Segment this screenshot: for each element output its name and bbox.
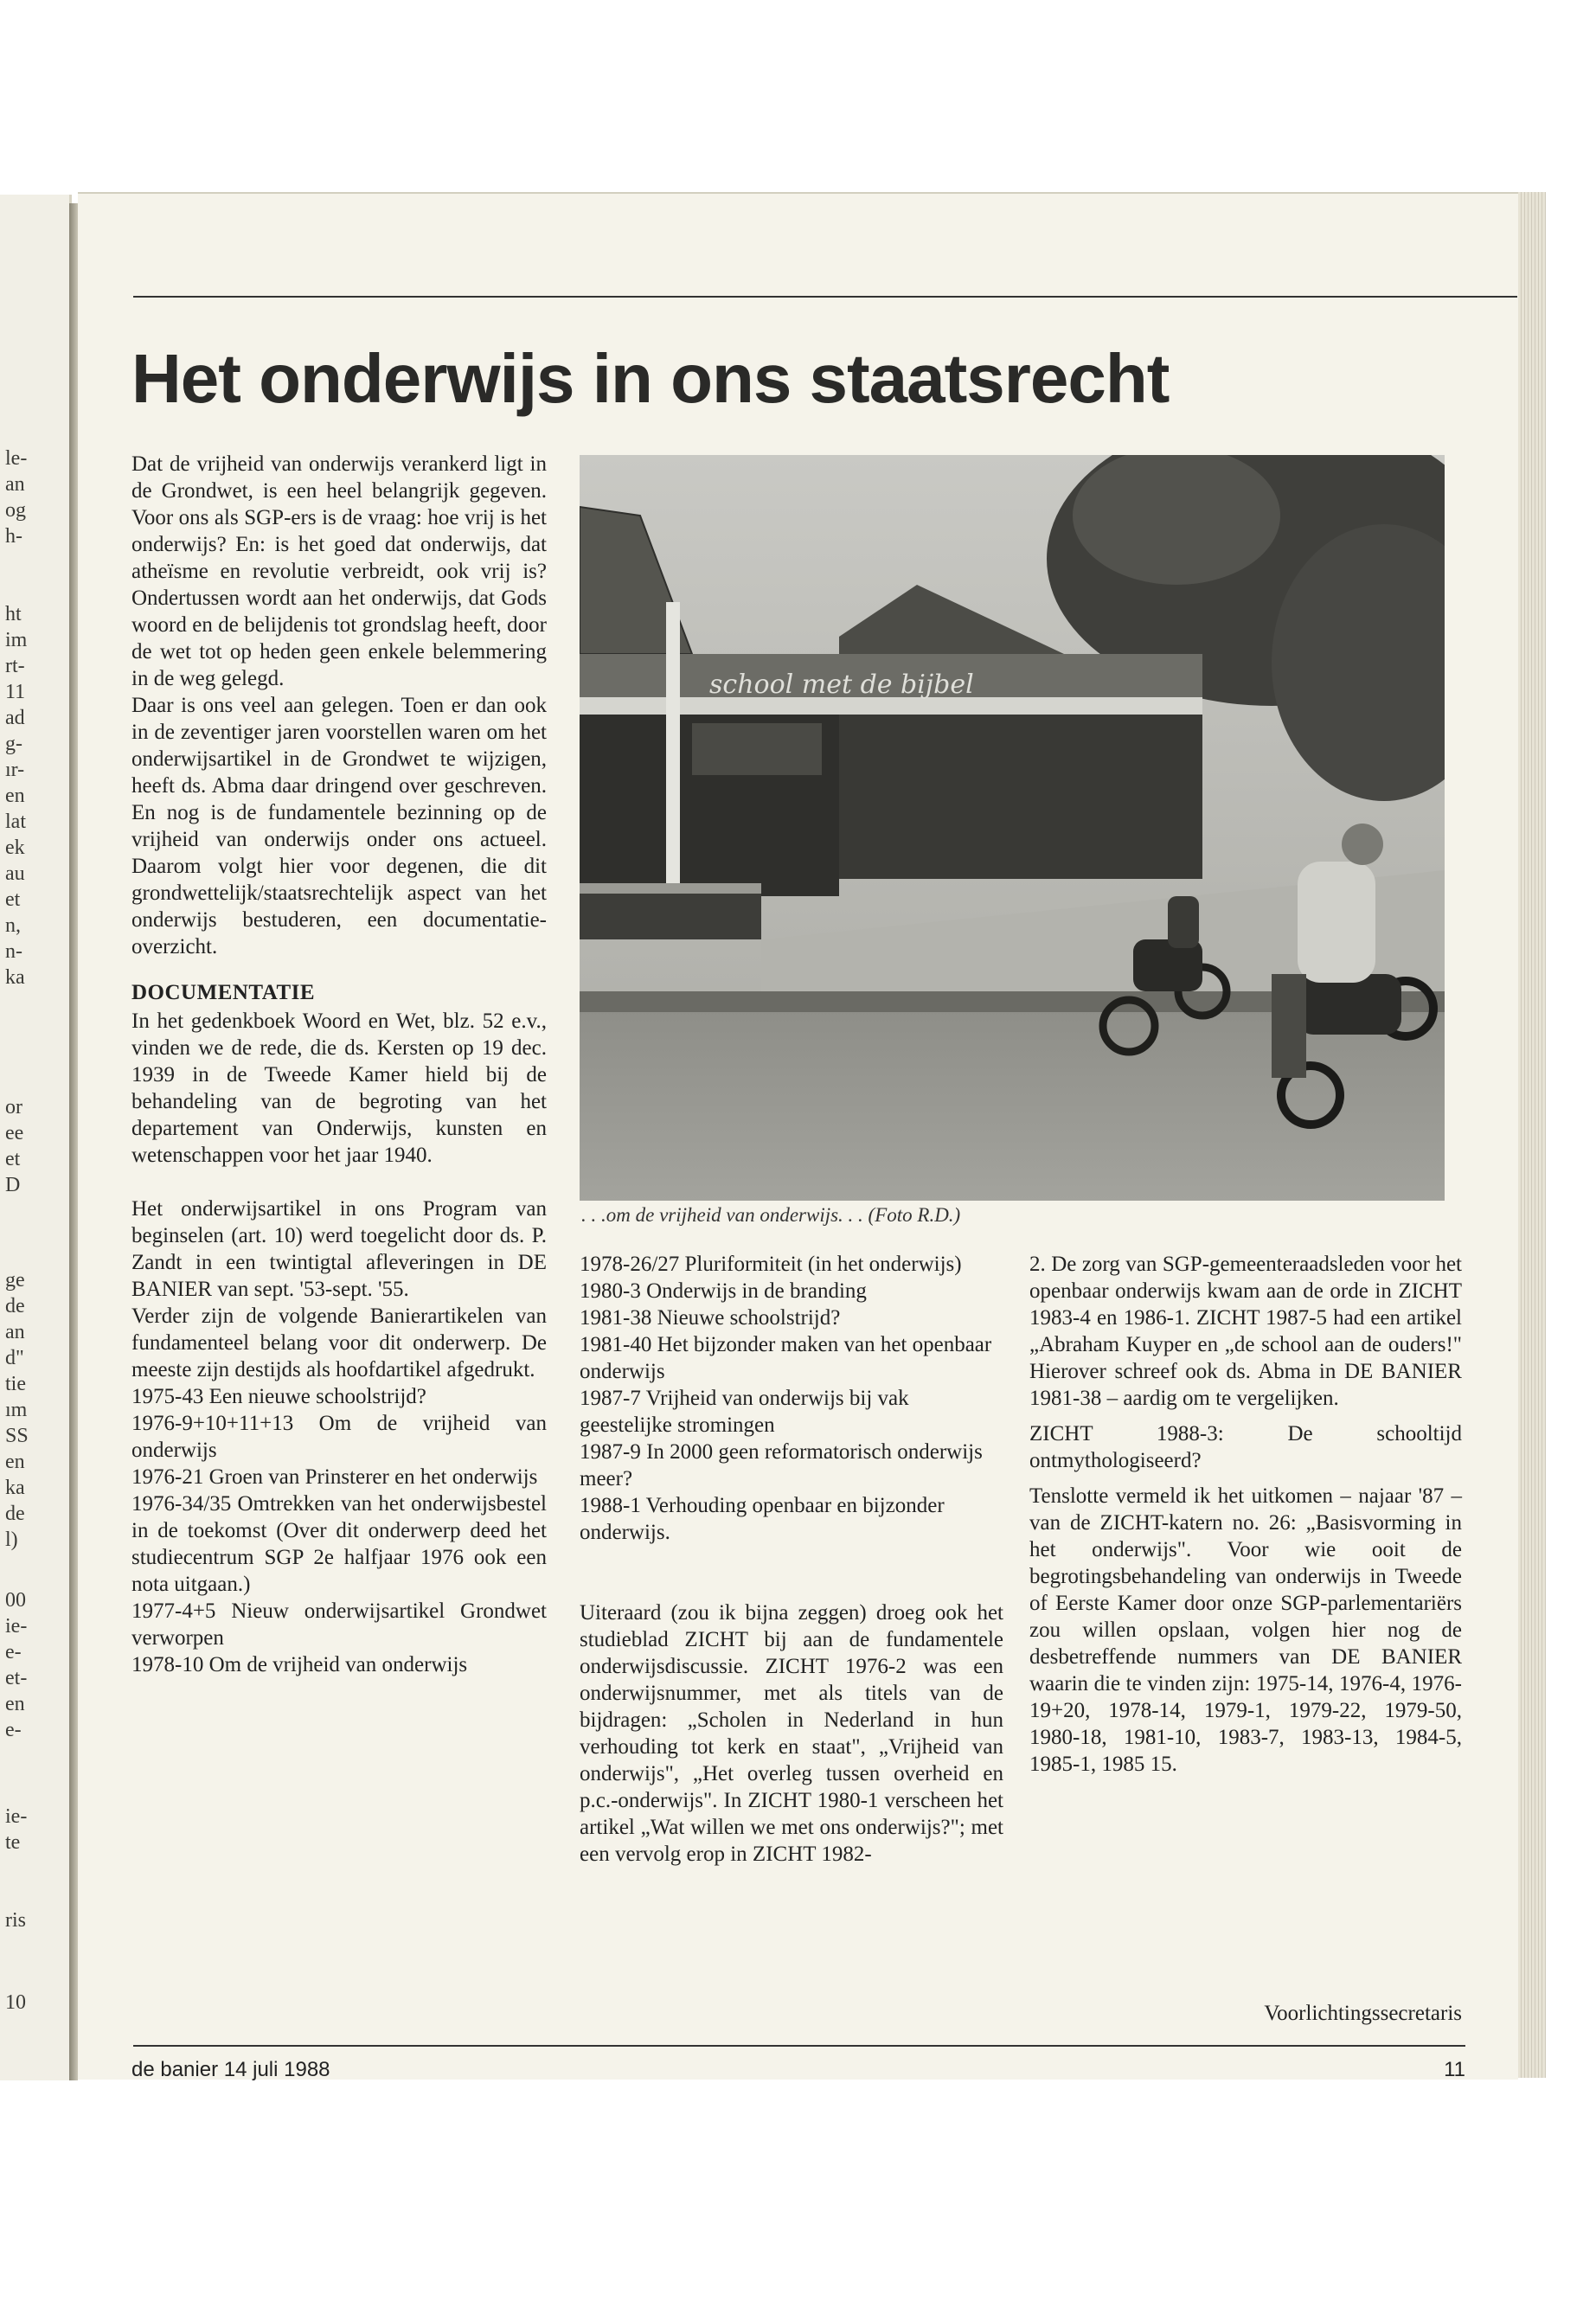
photo-caption: . . .om de vrijheid van onderwijs. . . (Foto R.D.)	[581, 1204, 961, 1226]
bottom-rule	[133, 2045, 1465, 2047]
section-heading: DOCUMENTATIE	[131, 981, 316, 1004]
left-page-fragment: et	[5, 1148, 21, 1170]
left-page-fragment: l)	[5, 1529, 18, 1551]
left-page-fragment: ie-	[5, 1615, 28, 1638]
left-page-fragment: ee	[5, 1122, 24, 1144]
left-page-fragment: ek	[5, 836, 25, 859]
list-item: 1976-34/35 Omtrekken van het onderwijsbestel in de toekomst (Over dit onderwerp deed het studiecentrum SGP 2e halfjaar 1976 ook een nota uitgaan.)	[131, 1492, 547, 1596]
list-item: 1987-9 In 2000 geen reformatorisch onderwijs meer?	[580, 1440, 983, 1490]
left-page-fragment: d"	[5, 1347, 24, 1369]
col3-paragraph: ZICHT 1988-3: De schooltijd ontmythologiseerd?	[1029, 1422, 1462, 1472]
banier-intro-paragraph: Verder zijn de volgende Banierartikelen van fundamenteel belang voor dit onderwerp. De meeste zijn destijds als hoofdartikel afgedrukt.	[131, 1304, 547, 1381]
left-page-fragment: n-	[5, 940, 22, 963]
signature: Voorlichtingssecretaris	[1264, 2002, 1462, 2025]
left-page-fragment: et-	[5, 1667, 28, 1689]
book-gutter	[69, 203, 78, 2080]
left-page-fragment: lat	[5, 811, 26, 833]
intro-paragraph: Dat de vrijheid van onderwijs verankerd ligt in de Grondwet, is een heel belangrijk gegeven. Voor ons als SGP-ers is de vraag: hoe vrij is het onderwijs? En: is het goed dat onderwijs, dat atheïsme en revolutie verbreidt, ook vrij is? Ondertussen wordt aan het onderwijs, dat Gods woord en de belijdenis tot grondslag heeft, door de wet tot op heden geen enkele belemmering in de weg gelegd.	[131, 452, 547, 690]
left-page-fragment: 00	[5, 1589, 26, 1612]
list-item: 1976-9+10+11+13 Om de vrijheid van onderwijs	[131, 1412, 547, 1462]
left-page-fragment: ka	[5, 1477, 25, 1499]
left-page-fragment: e-	[5, 1719, 22, 1741]
school-sign-text: school met de bijbel	[709, 670, 974, 700]
left-page-fragment: de	[5, 1503, 25, 1525]
list-item: 1978-10 Om de vrijheid van onderwijs	[131, 1653, 468, 1676]
left-page-fragment: en	[5, 1693, 25, 1715]
left-page-fragment: ris	[5, 1909, 26, 1932]
left-page-fragment: ım	[5, 1399, 28, 1421]
left-page-fragment: ge	[5, 1269, 25, 1292]
top-rule	[133, 296, 1517, 298]
magazine-page	[78, 192, 1518, 2080]
left-page-fragment: SS	[5, 1425, 29, 1447]
left-page-fragment: 11	[5, 681, 26, 703]
left-page-fragment: an	[5, 473, 25, 496]
column-1	[131, 451, 547, 1678]
footer-publication: de banier 14 juli 1988	[131, 2058, 330, 2081]
left-page-fragment: ır-	[5, 759, 25, 781]
zicht-paragraph: Uiteraard (zou ik bijna zeggen) droeg ook het studieblad ZICHT bij aan de fundamentele onderwijsdiscussie. ZICHT 1976-2 was een onderwijsnummer, met als titels van de bijdragen: „Scholen in Nederland in hun verhouding tot kerk en staat", „Vrijheid van onderwijs", „Het overleg tussen overheid en p.c.-onderwijs". In ZICHT 1980-1 verscheen het artikel „Wat willen we met ons onderwijs?"; met een vervolg erop in ZICHT 1982-	[580, 1601, 1003, 1866]
left-page-fragment: an	[5, 1321, 25, 1343]
list-item: 1981-40 Het bijzonder maken van het openbaar onderwijs	[580, 1333, 992, 1383]
left-page-fragment: ka	[5, 966, 25, 989]
col3-paragraph: 2. De zorg van SGP-gemeenteraadsleden voor het openbaar onderwijs kwam aan de orde in ZICHT 1983-4 en 1986-1. ZICHT 1987-5 had een artikel „Abraham Kuyper en „de school aan de ouders!" Hierover schreef ook ds. Abma in DE BANIER 1981-38 – aardig om te vergelijken.	[1029, 1253, 1462, 1410]
left-page-fragment: ie-	[5, 1805, 28, 1828]
list-item: 1988-1 Verhouding openbaar en bijzonder onderwijs.	[580, 1494, 945, 1544]
article-title: Het onderwijs in ons staatsrecht	[131, 340, 1170, 417]
left-page-fragment: en	[5, 785, 25, 807]
list-item: 1978-26/27 Pluriformiteit (in het onderwijs)	[580, 1253, 962, 1276]
left-page-fragment: g-	[5, 733, 22, 755]
left-page-fragment: le-	[5, 447, 28, 470]
col3-paragraph: Tenslotte vermeld ik het uitkomen – najaar '87 – van de ZICHT-katern no. 26: „Basisvorming in het onderwijs". Voor wie ooit de begrotingsbehandeling van onderwijs in Tweede of Eerste Kamer door onze SGP-parlementariërs zou willen opslaan, volgen hier nog de desbetreffende nummers van DE BANIER waarin die te vinden zijn: 1975-14, 1976-4, 1976-19+20, 1978-14, 1979-1, 1979-22, 1979-50, 1980-18, 1981-10, 1983-7, 1983-13, 1984-5, 1985-1, 1985 15.	[1029, 1484, 1462, 1776]
left-page-fragment: h-	[5, 525, 22, 548]
page-number: 11	[1444, 2058, 1465, 2081]
left-page-fragment: 10	[5, 1991, 26, 2014]
list-item: 1981-38 Nieuwe schoolstrijd?	[580, 1306, 841, 1330]
left-page-fragment: tie	[5, 1373, 26, 1395]
left-page-fragment: ad	[5, 707, 25, 729]
list-item: 1980-3 Onderwijs in de branding	[580, 1279, 867, 1303]
left-page-fragment: au	[5, 862, 25, 885]
column-3	[1029, 1251, 1462, 1778]
list-item: 1977-4+5 Nieuw onderwijsartikel Grondwet verworpen	[131, 1599, 547, 1650]
left-page-fragment: de	[5, 1295, 25, 1317]
page-stack-edge	[1518, 192, 1546, 2078]
left-page-fragment: or	[5, 1096, 22, 1118]
left-page-fragment: et	[5, 888, 21, 911]
column-2	[580, 1251, 1003, 1868]
left-page-fragment: n,	[5, 914, 21, 937]
intro-paragraph: Daar is ons veel aan gelegen. Toen er dan ook in de zeventiger jaren voorstellen waren om het onderwijsartikel in de Grondwet te wijzigen, heeft ds. Abma daar dringend over geschreven. En nog is de fundamentele bezinning op de vrijheid van onderwijs onder ons actueel. Daarom volgt hier voor degenen, die dit grondwettelijk/staatsrechtelijk aspect van het onderwijs bestuderen, een documentatie-overzicht.	[131, 694, 547, 958]
list-item: 1976-21 Groen van Prinsterer en het onderwijs	[131, 1465, 538, 1489]
list-item: 1987-7 Vrijheid van onderwijs bij vak geestelijke stromingen	[580, 1387, 909, 1437]
list-item: 1975-43 Een nieuwe schoolstrijd?	[131, 1385, 426, 1408]
left-page-fragment: og	[5, 499, 26, 522]
left-page-fragment: im	[5, 629, 28, 651]
left-page-fragment: ht	[5, 603, 22, 625]
program-paragraph: Het onderwijsartikel in ons Program van beginselen (art. 10) werd toegelicht door ds. P. Zandt in een twintigtal afleveringen in DE BANIER van sept. '53-sept. '55.	[131, 1197, 547, 1301]
article-photo	[580, 455, 1445, 1201]
left-page-fragment: D	[5, 1174, 21, 1196]
left-page-fragment: rt-	[5, 655, 25, 677]
left-page-fragment: en	[5, 1451, 25, 1473]
photo-school-cyclists	[580, 455, 1445, 1201]
left-page-fragment: e-	[5, 1641, 22, 1663]
left-page-fragment: te	[5, 1831, 21, 1854]
left-facing-page	[0, 195, 72, 2080]
documentatie-paragraph: In het gedenkboek Woord en Wet, blz. 52 e.v., vinden we de rede, die ds. Kersten op 19 dec. 1939 in de Tweede Kamer hield bij de behandeling van de begroting van het departement van Onderwijs, kunsten en wetenschappen voor het jaar 1940.	[131, 1009, 547, 1167]
